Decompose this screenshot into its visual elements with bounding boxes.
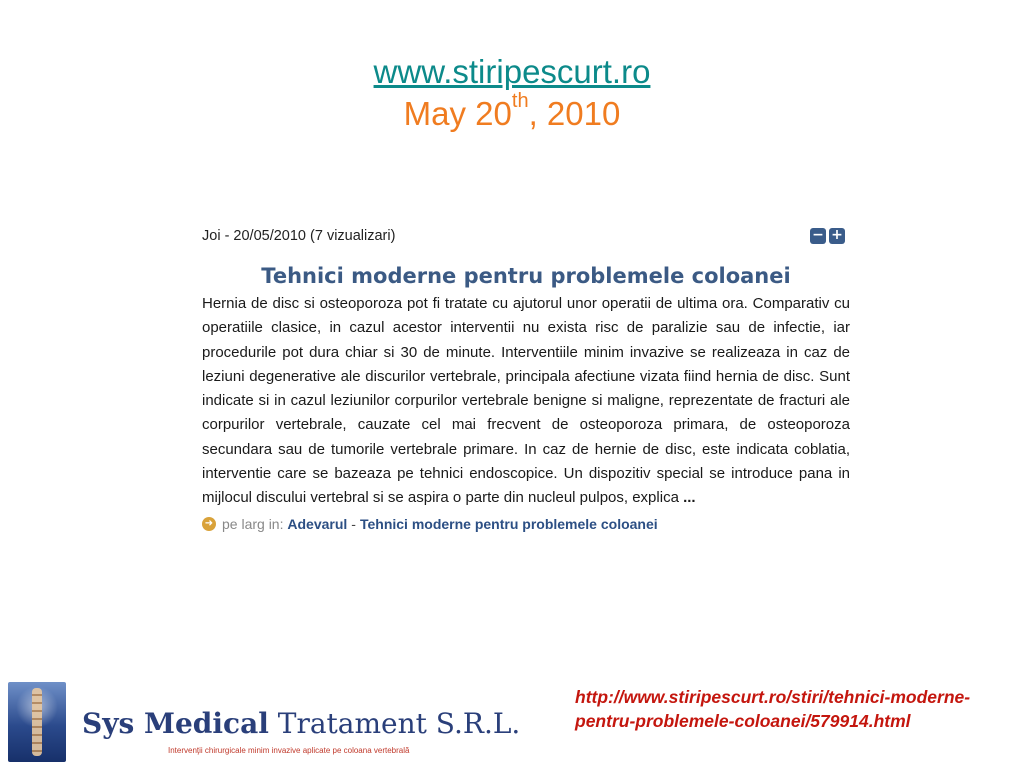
article-clipping (202, 226, 850, 534)
expand-icon[interactable]: + (829, 228, 845, 244)
source-name-link[interactable]: Adevarul (287, 515, 348, 532)
publication-date (0, 90, 1024, 134)
source-separator: - (351, 515, 356, 532)
article-title: Tehnici moderne pentru problemele coloanei (261, 264, 791, 288)
date-suffix: th (511, 90, 529, 112)
article-body (202, 292, 850, 511)
source-line (202, 514, 850, 534)
article-body-text: Hernia de disc si osteoporoza pot fi tratate cu ajutorul unor operatii de ultima ora. Comparativ cu operatiile clasice, in cazul acestor interventii nu exista risc de paralizie sau de infectie, iar procedurile pot dura chiar si 30 de minute. Interventiile minim invazive se realizeaza in caz de leziuni degenerative ale discurilor vertebrale, principala afectiune vizata fiind hernia de disc. Sunt indicate si in cazul leziunilor corpurilor vertebrale benigne si maligne, reprezentate de fracturi ale corpurilor vertebrale, cauzate cel mai frecvent de osteoporoza primara, de osteoporoza secundara sau de tumorile vertebrale primare. In caz de hernie de disc, este indicata coblatia, interventie care se bazeaza pe tehnici endoscopice. Un dispozitiv special se introduce pana in mijlocul discului vertebral si se aspira o parte din nucleul pulpos, explica (202, 295, 850, 507)
read-more-link[interactable]: ... (683, 489, 696, 507)
collapse-icon[interactable]: − (810, 228, 826, 244)
company-tagline: Intervenţii chirurgicale minim invazive aplicate pe coloana vertebrală (168, 746, 410, 755)
company-name-rest: Tratament S.R.L. (277, 707, 521, 740)
date-year: , 2010 (528, 95, 621, 132)
arrow-right-icon: ➜ (202, 517, 216, 531)
text-size-controls (810, 228, 845, 244)
article-meta: Joi - 20/05/2010 (7 vizualizari) (202, 228, 396, 244)
site-link[interactable]: www.stiripescurt.ro (373, 53, 651, 90)
date-main: May 20 (403, 95, 512, 132)
article-meta-row (202, 226, 850, 248)
source-prefix: pe larg in: (222, 515, 284, 532)
company-name-bold: Sys Medical (82, 707, 269, 740)
source-url-link[interactable]: http://www.stiripescurt.ro/stiri/tehnici-moderne-pentru-problemele-coloanei/579914.html (575, 687, 971, 731)
company-logo (8, 682, 521, 762)
slide-header (0, 52, 1024, 134)
spine-logo-icon (8, 682, 66, 762)
source-title-link[interactable]: Tehnici moderne pentru problemele coloanei (359, 515, 658, 532)
company-name (82, 708, 520, 740)
